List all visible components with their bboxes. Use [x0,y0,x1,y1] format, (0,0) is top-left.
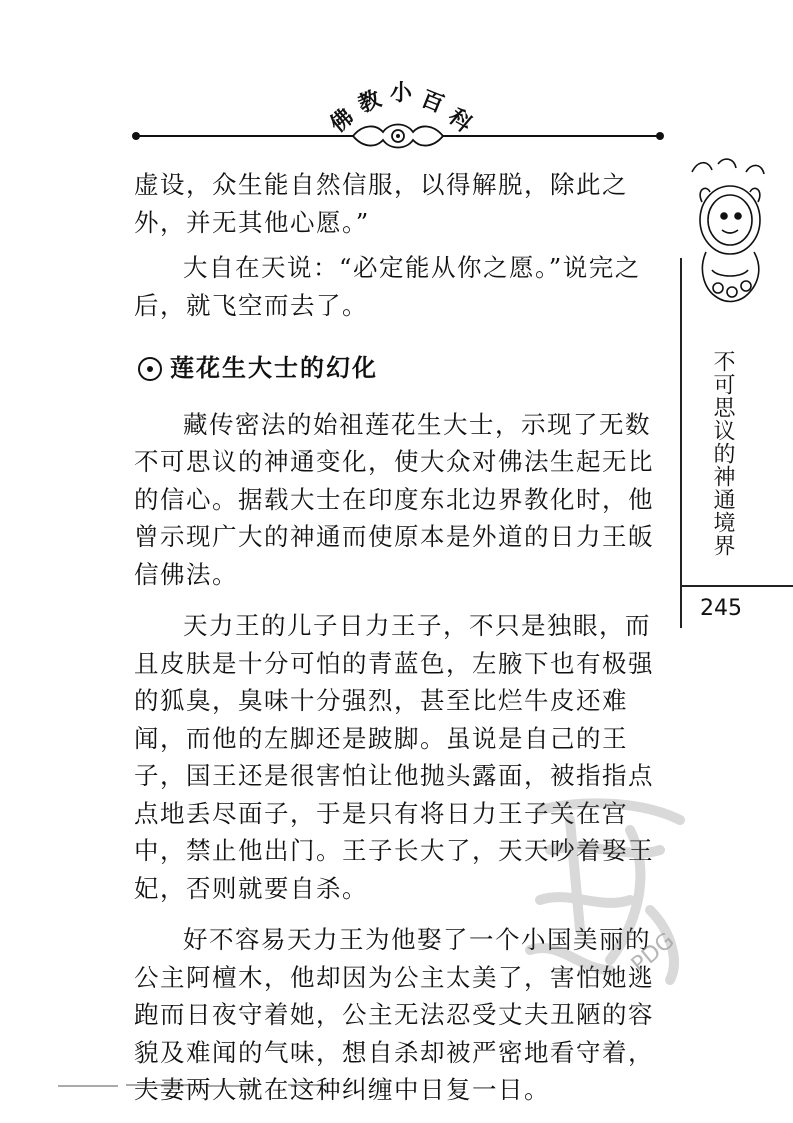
footer-scan-marks [58,1080,358,1092]
paragraph: 大自在天说：“必定能从你之愿。”说完之后，就飞空而去了。 [134,253,641,320]
page-number: 245 [700,596,742,621]
series-title-char: 百 [417,86,448,119]
buddha-figure-illustration [688,150,773,310]
section-heading [134,350,664,388]
watermark-text: PDG [626,928,680,978]
series-title-char: 科 [443,104,477,138]
page-number-rule [680,585,793,587]
circle-dot-icon [138,357,162,381]
pdg-watermark-stamp [510,780,710,1000]
margin-rule [680,258,682,628]
paragraph: 藏传密法的始祖莲花生大士，示现了无数不可思议的神通变化，使大众对佛法生起无比的信心。据载大士在印度东北边界教化时，他曾示现广大的神通而使原本是外道的日力王皈信佛法。 [134,409,654,589]
paragraph: 虚设，众生能自然信服，以得解脱，除此之外，并无其他心愿。” [134,170,628,237]
paragraph: 天力王的儿子日力王子，不只是独眼，而且皮肤是十分可怕的青蓝色，左腋下也有极强的狐臭，臭味十分强烈，甚至比烂牛皮还难闻，而他的左脚还是跛脚。虽说是自己的王子，国王还是很害怕让他抛头露面，被指指点点地丢尽面子，于是只有将日力王子关在宫中，禁止他出门。王子长大了，天天吵着娶王妃，否则就要自杀。 [134,611,654,903]
paragraph: 好不容易天力王为他娶了一个小国美丽的公主阿檀木，他却因为公主太美了，害怕她逃跑而日夜守着她，公主无法忍受丈夫丑陋的容貌及难闻的气味，想自杀却被严密地看守着，夫妻两人就在这种纠缠中日复一日。 [134,925,654,1104]
series-title-char: 教 [354,86,385,119]
series-title-char: 佛 [325,104,359,138]
series-title-char: 小 [390,81,413,106]
header-ornament-rule [128,118,668,154]
chapter-title: 不可思议的神通境界 [710,350,735,557]
section-title: 莲花生大士的幻化 [170,354,378,382]
